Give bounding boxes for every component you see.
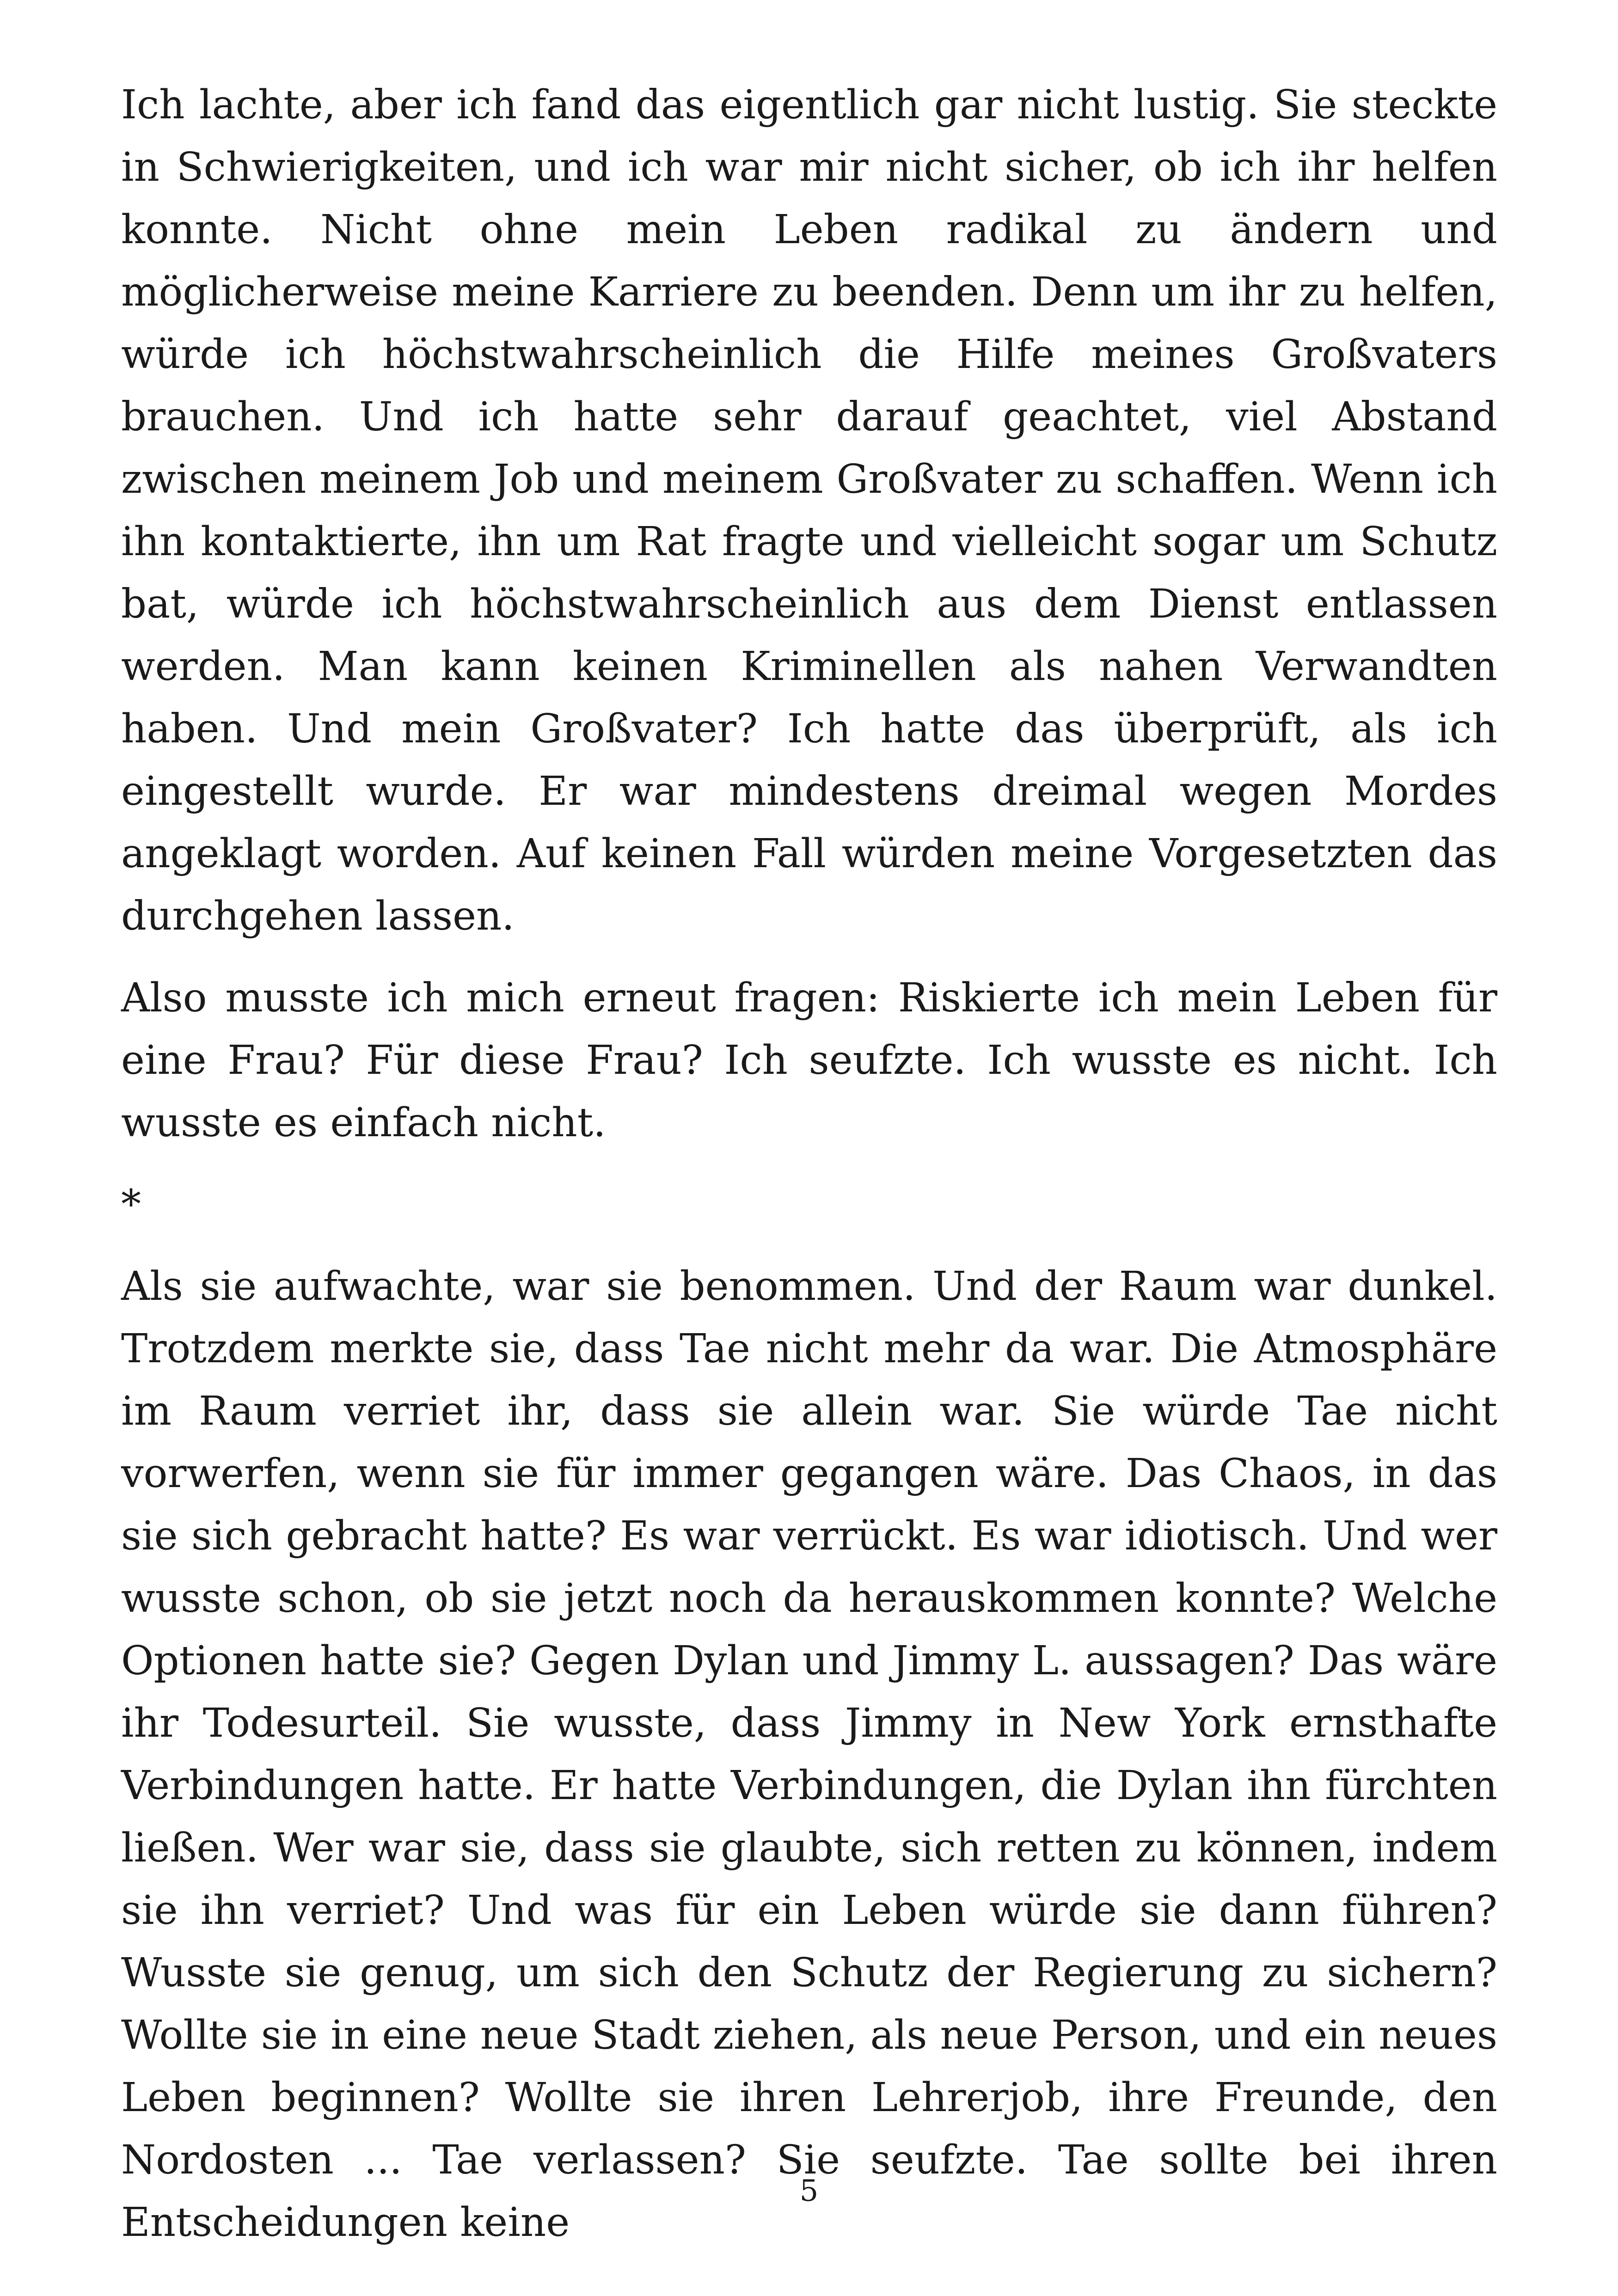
page-number: 5 — [799, 2174, 819, 2208]
paragraph-2: Also musste ich mich erneut fragen: Riskierte ich mein Leben für eine Frau? Für diese Frau? Ich seufzte. Ich wusste es nicht. Ich wusste es einfach nicht. — [121, 975, 1497, 1146]
page-body — [121, 74, 1497, 2273]
paragraph-1: Ich lachte, aber ich fand das eigentlich gar nicht lustig. Sie steckte in Schwierigkeiten, und ich war mir nicht sicher, ob ich ihr helfen konnte. Nicht ohne mein Leben radikal zu ändern und möglicherweise meine Karriere zu beenden. Denn um ihr zu helfen, würde ich höchstwahrscheinlich die Hilfe meines Großvaters brauchen. Und ich hatte sehr darauf geachtet, viel Abstand zwischen meinem Job und meinem Großvater zu schaffen. Wenn ich ihn kontaktierte, ihn um Rat fragte und vielleicht sogar um Schutz bat, würde ich höchstwahrscheinlich aus dem Dienst entlassen werden. Man kann keinen Kriminellen als nahen Verwandten haben. Und mein Großvater? Ich hatte das überprüft, als ich eingestellt wurde. Er war mindestens dreimal wegen Mordes angeklagt worden. Auf keinen Fall würden meine Vorgesetzten das durchgehen lassen. — [121, 82, 1497, 939]
paragraph-3: Als sie aufwachte, war sie benommen. Und der Raum war dunkel. Trotzdem merkte sie, dass Tae nicht mehr da war. Die Atmosphäre im Raum verriet ihr, dass sie allein war. Sie würde Tae nicht vorwerfen, wenn sie für immer gegangen wäre. Das Chaos, in das sie sich gebracht hatte? Es war verrückt. Es war idiotisch. Und wer wusste schon, ob sie jetzt noch da herauskommen konnte? Welche Optionen hatte sie? Gegen Dylan und Jimmy L. aussagen? Das wäre ihr Todesurteil. Sie wusste, dass Jimmy in New York ernsthafte Verbindungen hatte. Er hatte Verbindungen, die Dylan ihn fürchten ließen. Wer war sie, dass sie glaubte, sich retten zu können, indem sie ihn verriet? Und was für ein Leben würde sie dann führen? Wusste sie genug, um sich den Schutz der Regierung zu sichern? Wollte sie in eine neue Stadt ziehen, als neue Person, und ein neues Leben beginnen? Wollte sie ihren Lehrerjob, ihre Freunde, den Nordosten ... Tae verlassen? Sie seufzte. Tae sollte bei ihren Entscheidungen keine — [121, 1263, 1497, 2246]
scene-break: * — [121, 1182, 141, 1228]
